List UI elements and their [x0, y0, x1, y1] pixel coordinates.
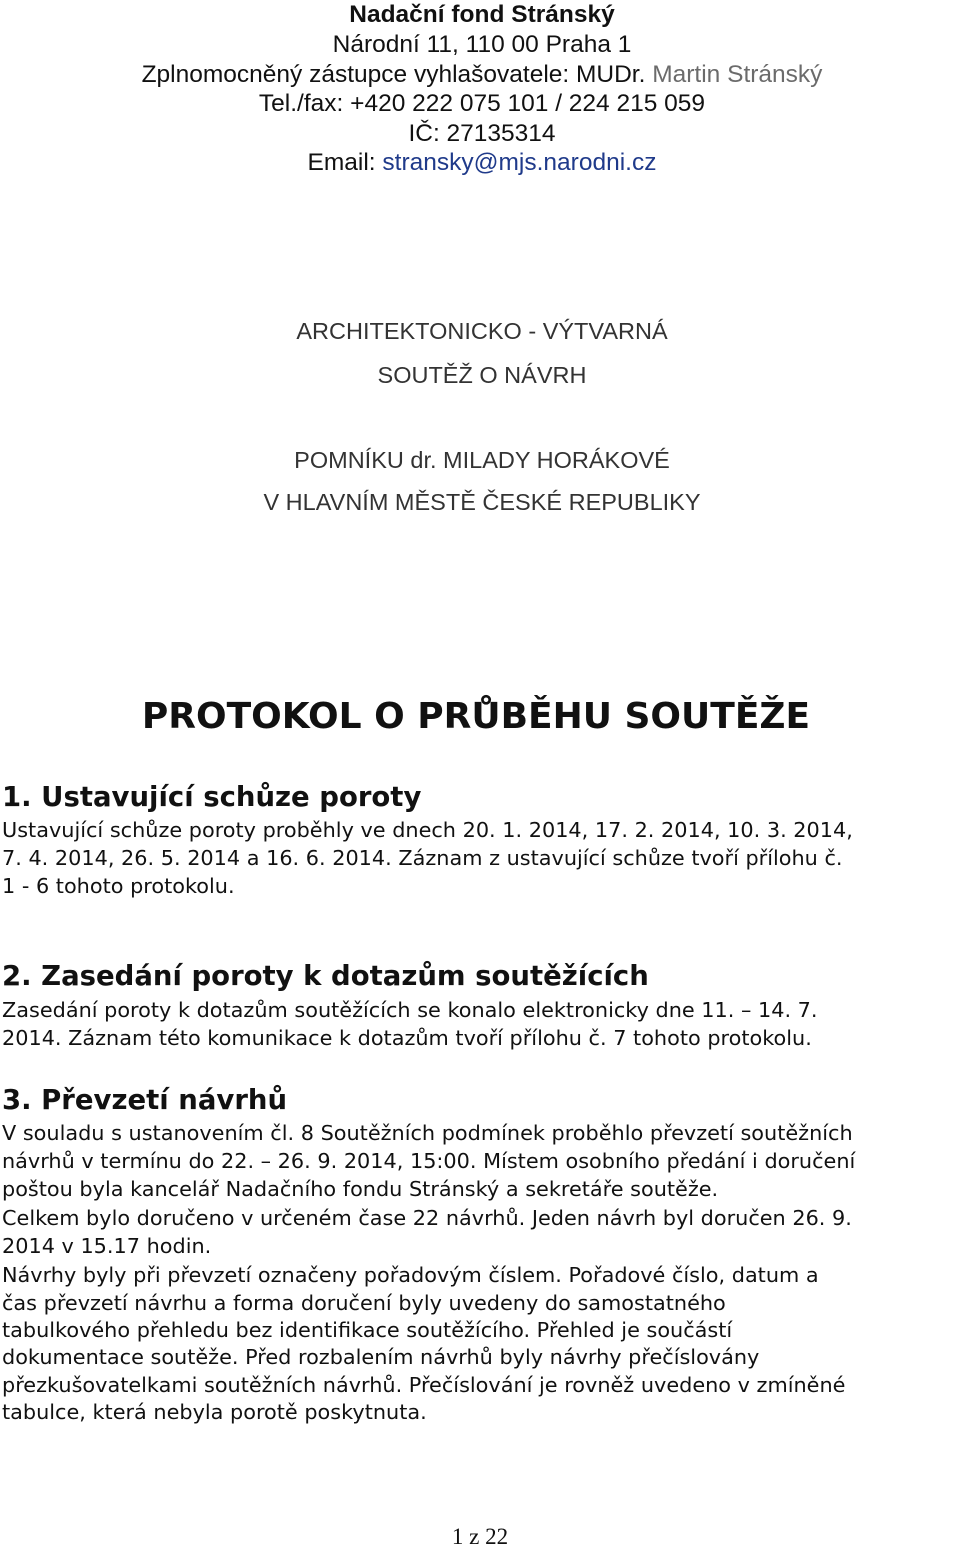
page-number: 1 z 22 — [451, 1524, 509, 1549]
section-1-line: 1 - 6 tohoto protokolu. — [2, 874, 235, 898]
title-line-4: V HLAVNÍM MĚSTĚ ČESKÉ REPUBLIKY — [263, 489, 701, 515]
phone-fax: Tel./fax: +420 222 075 101 / 224 215 059 — [258, 90, 706, 117]
section-3-line: tabulce, která nebyla porotě poskytnuta. — [2, 1400, 427, 1424]
org-name: Nadační fond Stránský — [349, 1, 615, 28]
title-line-2: SOUTĚŽ O NÁVRH — [377, 362, 587, 388]
protocol-title: PROTOKOL O PRŮBĚHU SOUTĚŽE — [141, 696, 811, 737]
section-3-line: přezkušovatelkami soutěžních návrhů. Přečíslování je rovněž uvedeno v zmíněné — [2, 1373, 846, 1397]
section-2-line: 2014. Záznam této komunikace k dotazům tvoří přílohu č. 7 tohoto protokolu. — [2, 1026, 812, 1050]
section-3-line: poštou byla kancelář Nadačního fondu Stránský a sekretáře soutěže. — [2, 1177, 719, 1201]
representative-name: Martin Stránský — [645, 61, 823, 88]
section-3-line: čas převzetí návrhu a forma doručení byly uvedeny do samostatného — [2, 1291, 726, 1315]
section-3-line: V souladu s ustanovením čl. 8 Soutěžních podmínek proběhlo převzetí soutěžních — [2, 1121, 853, 1145]
section-1-heading: 1. Ustavující schůze poroty — [2, 781, 422, 813]
section-2-line: Zasedání poroty k dotazům soutěžících se konalo elektronicky dne 11. – 14. 7. — [2, 998, 818, 1022]
email-label: Email: — [307, 149, 383, 176]
section-3-heading: 3. Převzetí návrhů — [2, 1084, 288, 1116]
representative-prefix: Zplnomocněný zástupce vyhlašovatele: MUDr. — [141, 61, 646, 88]
section-3-line: návrhů v termínu do 22. – 26. 9. 2014, 15:00. Místem osobního předání i doručení — [2, 1149, 856, 1173]
representative-line — [0, 60, 960, 90]
section-1-line: Ustavující schůze poroty proběhly ve dnech 20. 1. 2014, 17. 2. 2014, 10. 3. 2014, — [2, 818, 853, 842]
section-3-line: dokumentace soutěže. Před rozbalením návrhů byly návrhy přečíslovány — [2, 1345, 760, 1369]
title-line-1: ARCHITEKTONICKO - VÝTVARNÁ — [296, 318, 668, 344]
org-address: Národní 11, 110 00 Praha 1 — [332, 31, 632, 58]
section-3-line: Návrhy byly při převzetí označeny pořadovým číslem. Pořadové číslo, datum a — [2, 1263, 819, 1287]
section-1-line: 7. 4. 2014, 26. 5. 2014 a 16. 6. 2014. Záznam z ustavující schůze tvoří přílohu č. — [2, 846, 843, 870]
section-3-line: tabulkového přehledu bez identifikace soutěžícího. Přehled je součástí — [2, 1318, 733, 1342]
ico-number: IČ: 27135314 — [408, 120, 556, 147]
email-line — [0, 148, 960, 178]
email-link[interactable]: stransky@mjs.narodni.cz — [382, 149, 657, 176]
title-line-3: POMNÍKU dr. MILADY HORÁKOVÉ — [294, 447, 670, 473]
section-3-line: 2014 v 15.17 hodin. — [2, 1234, 212, 1258]
section-2-heading: 2. Zasedání poroty k dotazům soutěžících — [2, 960, 649, 992]
section-3-line: Celkem bylo doručeno v určeném čase 22 návrhů. Jeden návrh byl doručen 26. 9. — [2, 1206, 852, 1230]
